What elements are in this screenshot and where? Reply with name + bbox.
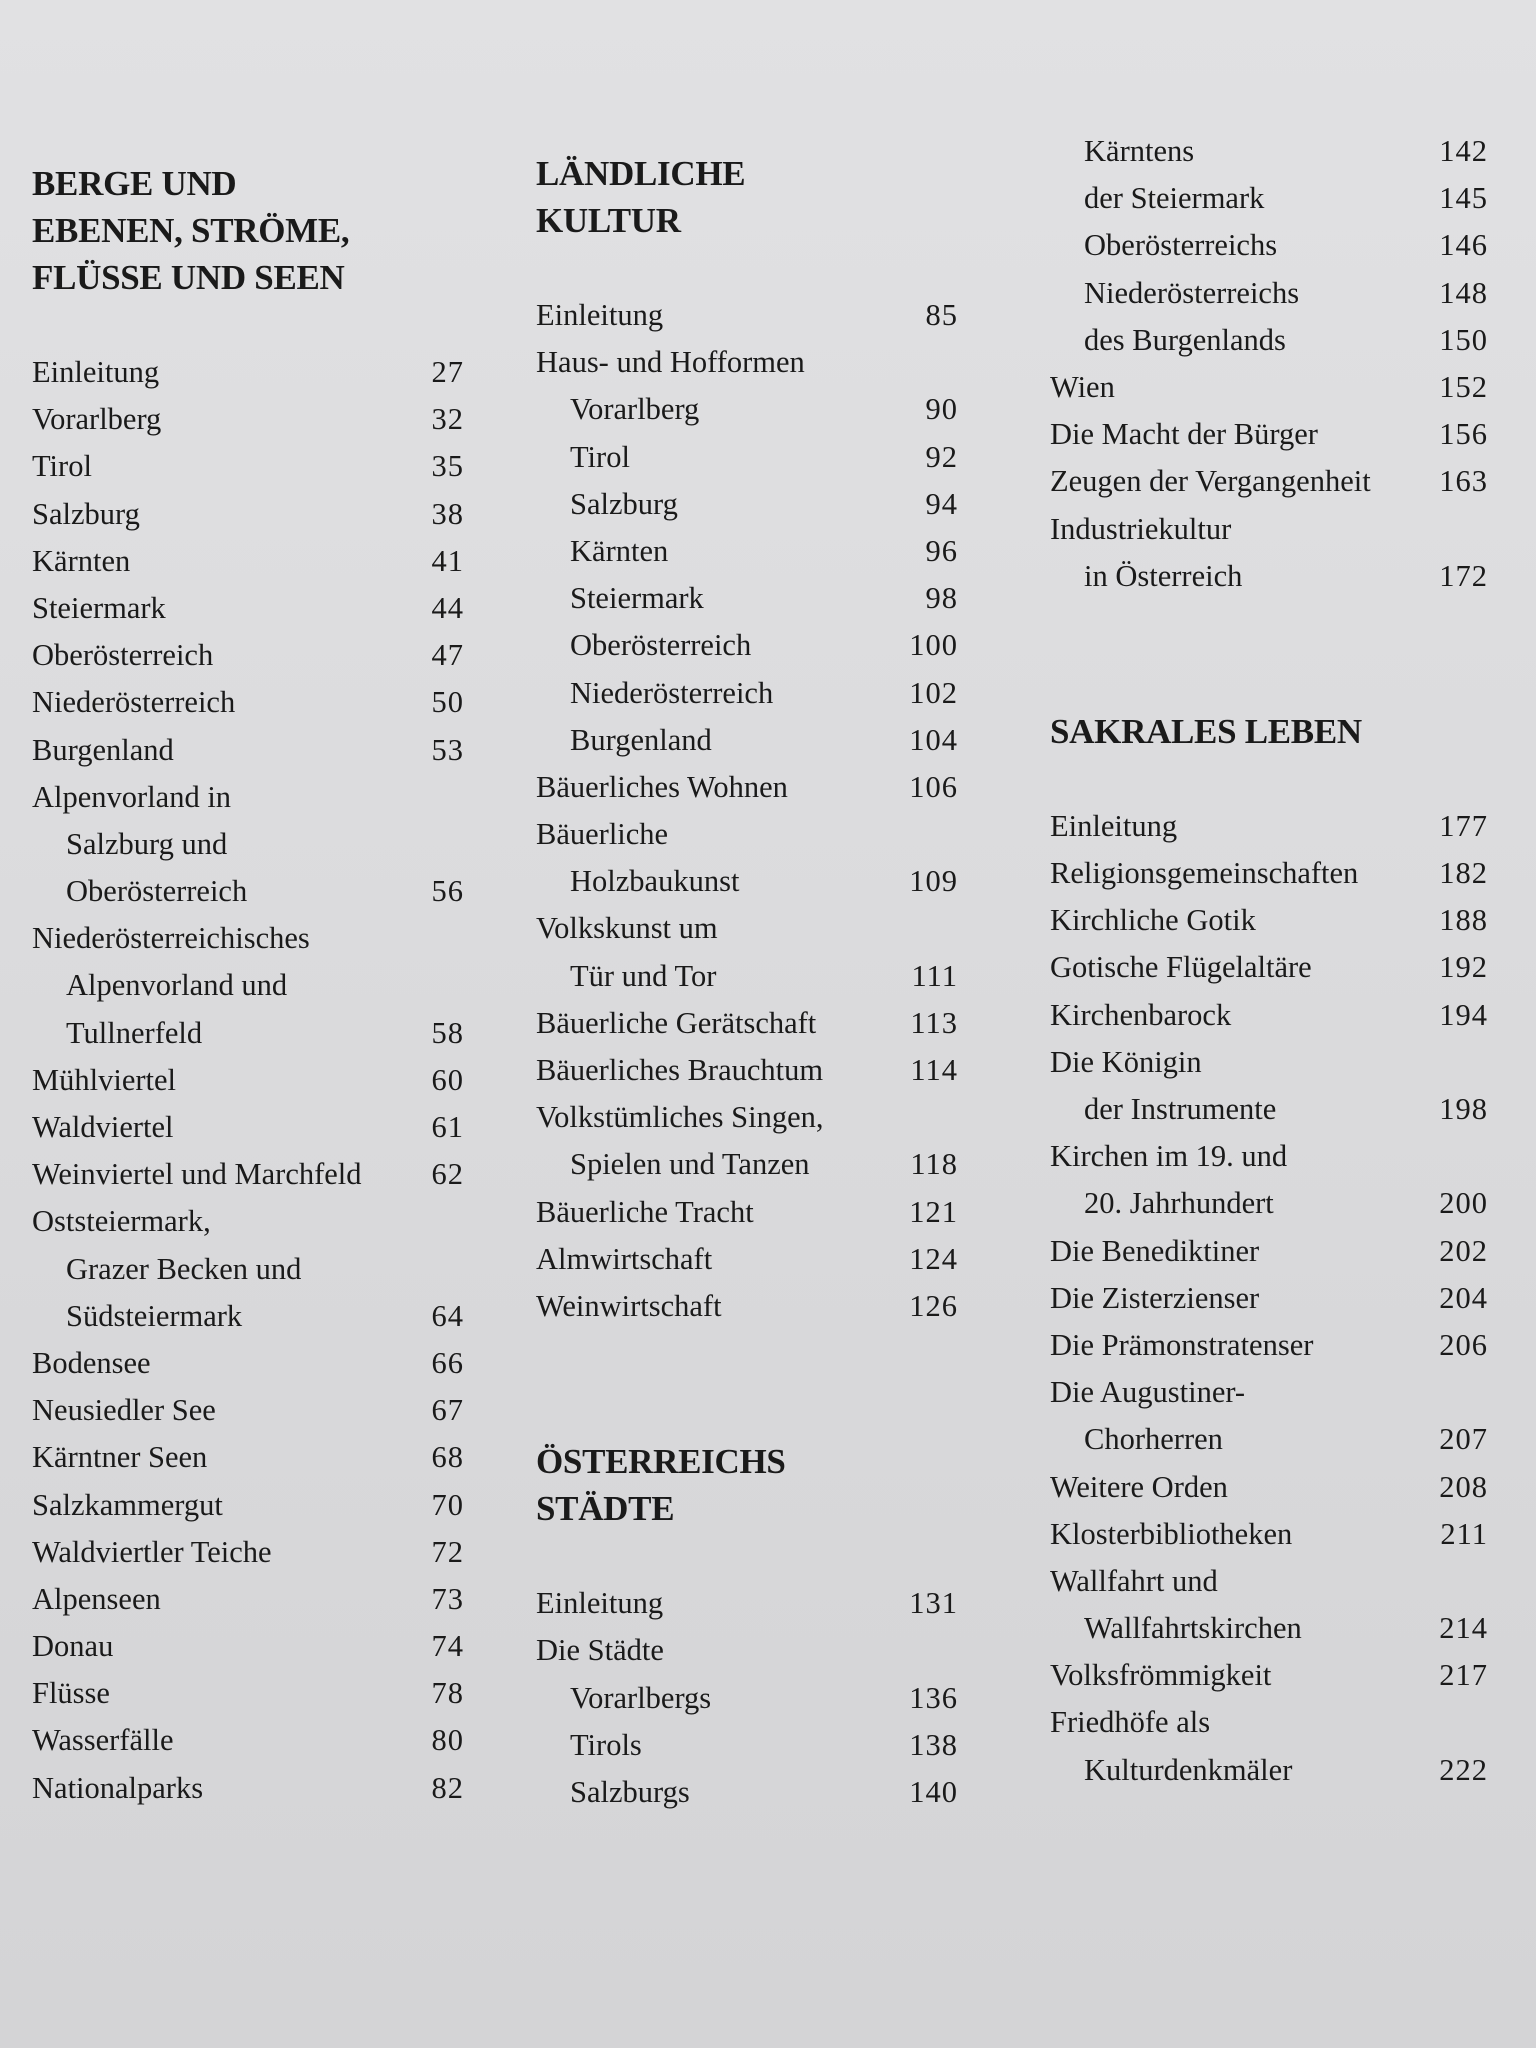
toc-entry-page-number: 217 xyxy=(1439,1658,1488,1693)
toc-entry-list xyxy=(536,292,976,1330)
toc-entry[interactable] xyxy=(32,1482,464,1529)
toc-entry[interactable] xyxy=(32,396,464,443)
toc-entry-label: Niederösterreichisches xyxy=(32,921,310,956)
toc-entry[interactable] xyxy=(536,339,976,386)
toc-entry-label: Die Königin xyxy=(1050,1044,1202,1079)
toc-entry-label: Bäuerliche xyxy=(536,817,669,852)
toc-entry-label: Kärnten xyxy=(32,543,131,578)
toc-column-3 xyxy=(1050,128,1490,1794)
toc-entry-label: Einleitung xyxy=(1050,808,1178,843)
toc-entry-label: Industriekultur xyxy=(1050,511,1232,546)
toc-entry-label: Tirol xyxy=(32,449,92,484)
toc-entry-label: Einleitung xyxy=(536,1586,664,1621)
toc-entry-page-number: 211 xyxy=(1440,1516,1488,1551)
toc-entry-label: Salzburg xyxy=(570,486,678,521)
toc-entry-page-number: 208 xyxy=(1439,1469,1488,1504)
toc-entry-label: Grazer Becken und xyxy=(66,1251,302,1286)
toc-entry-label: Oberösterreich xyxy=(32,638,214,673)
toc-entry[interactable] xyxy=(1050,128,1490,175)
toc-entry-label: Bäuerliches Wohnen xyxy=(536,769,788,804)
toc-entry[interactable] xyxy=(32,1623,464,1670)
toc-entry[interactable] xyxy=(32,821,464,868)
toc-entry[interactable] xyxy=(1050,1699,1490,1746)
toc-entry[interactable] xyxy=(1050,1464,1490,1511)
toc-entry-label: Kärntens xyxy=(1084,134,1195,168)
toc-entry-label: Burgenland xyxy=(570,722,712,757)
toc-entry[interactable] xyxy=(536,292,976,339)
toc-entry-page-number: 74 xyxy=(431,1629,464,1664)
toc-entry[interactable] xyxy=(536,764,976,811)
toc-entry-label: Steiermark xyxy=(570,581,704,616)
toc-entry-label: Salzburgs xyxy=(570,1774,690,1809)
toc-entry-label: Gotische Flügelaltäre xyxy=(1050,950,1312,985)
toc-entry-label: Oberösterreich xyxy=(66,874,248,909)
toc-entry-page-number: 204 xyxy=(1439,1280,1488,1315)
toc-entry-page-number: 222 xyxy=(1439,1752,1488,1787)
toc-entry[interactable] xyxy=(1050,850,1490,897)
toc-entry-list xyxy=(1050,128,1490,600)
toc-entry-label: Salzburg und xyxy=(66,826,228,861)
toc-entry-label: Wasserfälle xyxy=(32,1723,174,1758)
toc-entry-label: Einleitung xyxy=(32,355,160,389)
toc-entry[interactable] xyxy=(536,1236,976,1283)
toc-entry[interactable] xyxy=(1050,1558,1490,1605)
toc-entry[interactable] xyxy=(1050,458,1490,505)
toc-entry-list xyxy=(32,349,464,1812)
toc-entry-label: Volksfrömmigkeit xyxy=(1050,1658,1272,1693)
toc-entry-label: Die Macht der Bürger xyxy=(1050,417,1318,452)
toc-entry-list xyxy=(1050,803,1490,1794)
toc-entry-label: Vorarlbergs xyxy=(570,1680,712,1715)
toc-entry[interactable] xyxy=(1050,897,1490,944)
toc-entry[interactable] xyxy=(1050,1605,1490,1652)
toc-entry-page-number: 104 xyxy=(909,722,958,757)
toc-entry-page-number: 41 xyxy=(431,543,464,578)
toc-entry[interactable] xyxy=(32,585,464,632)
toc-entry-page-number: 152 xyxy=(1439,369,1488,404)
toc-entry[interactable] xyxy=(32,443,464,490)
toc-entry[interactable] xyxy=(536,1675,976,1722)
toc-entry[interactable] xyxy=(32,774,464,821)
toc-entry-label: Kärntner Seen xyxy=(32,1440,208,1475)
toc-entry-page-number: 72 xyxy=(431,1534,464,1569)
toc-entry-label: Kirchliche Gotik xyxy=(1050,903,1256,938)
toc-entry-label: Mühlviertel xyxy=(32,1062,176,1097)
toc-entry-label: Waldviertel xyxy=(32,1110,174,1144)
toc-entry-label: der Steiermark xyxy=(1084,181,1265,216)
toc-entry[interactable] xyxy=(1050,317,1490,364)
toc-entry[interactable] xyxy=(1050,1228,1490,1275)
toc-entry-label: Holzbaukunst xyxy=(570,864,740,899)
toc-entry-label: Neusiedler See xyxy=(32,1393,216,1428)
toc-entry[interactable] xyxy=(1050,1133,1490,1180)
toc-entry[interactable] xyxy=(32,538,464,585)
toc-entry-label: Die Prämonstratenser xyxy=(1050,1327,1314,1362)
toc-entry-label: Tür und Tor xyxy=(570,958,717,993)
toc-entry-label: Bäuerliche Tracht xyxy=(536,1194,754,1229)
toc-entry-page-number: 126 xyxy=(909,1288,958,1323)
section-title xyxy=(536,150,976,244)
toc-entry-label: Klosterbibliotheken xyxy=(1050,1516,1293,1551)
toc-entry-page-number: 202 xyxy=(1439,1233,1488,1268)
toc-entry-page-number: 62 xyxy=(431,1157,464,1192)
toc-entry-page-number: 68 xyxy=(431,1440,464,1475)
toc-entry-page-number: 100 xyxy=(909,628,958,663)
toc-entry[interactable] xyxy=(32,1576,464,1623)
toc-entry-label: Nationalparks xyxy=(32,1770,204,1805)
toc-entry[interactable] xyxy=(32,1198,464,1245)
toc-entry-label: Tullnerfeld xyxy=(66,1015,203,1050)
section-title xyxy=(32,160,464,301)
toc-entry[interactable] xyxy=(536,1627,976,1674)
toc-entry-page-number: 106 xyxy=(909,769,958,804)
toc-entry-page-number: 27 xyxy=(431,355,464,389)
toc-entry[interactable] xyxy=(1050,1322,1490,1369)
toc-entry-page-number: 94 xyxy=(925,486,958,521)
toc-entry-page-number: 90 xyxy=(925,392,958,427)
toc-entry[interactable] xyxy=(1050,992,1490,1039)
toc-entry-label: Bäuerliche Gerätschaft xyxy=(536,1005,817,1040)
toc-entry[interactable] xyxy=(536,1094,976,1141)
toc-entry-page-number: 56 xyxy=(431,874,464,909)
toc-entry[interactable] xyxy=(32,1717,464,1764)
toc-entry-page-number: 206 xyxy=(1439,1327,1488,1362)
toc-entry-label: 20. Jahrhundert xyxy=(1084,1186,1274,1221)
toc-entry[interactable] xyxy=(536,953,976,1000)
title-gap xyxy=(32,301,464,349)
section-title-line: FLÜSSE UND SEEN xyxy=(32,258,345,297)
toc-entry[interactable] xyxy=(32,679,464,726)
section-title-line: ÖSTERREICHS xyxy=(536,1442,786,1482)
toc-entry-label: der Instrumente xyxy=(1084,1092,1277,1126)
toc-entry-page-number: 163 xyxy=(1439,464,1488,499)
toc-entry-page-number: 207 xyxy=(1439,1422,1488,1457)
toc-column-1 xyxy=(32,160,464,1812)
toc-entry-page-number: 121 xyxy=(909,1194,958,1229)
toc-entry-page-number: 177 xyxy=(1439,808,1488,843)
section-title-line: LÄNDLICHE xyxy=(536,154,746,193)
toc-entry-page-number: 136 xyxy=(909,1680,958,1715)
toc-entry-label: Wallfahrt und xyxy=(1050,1563,1218,1598)
toc-entry[interactable] xyxy=(32,1293,464,1340)
toc-entry-label: des Burgenlands xyxy=(1084,322,1286,357)
toc-entry[interactable] xyxy=(32,1340,464,1387)
toc-entry[interactable] xyxy=(1050,506,1490,553)
toc-entry[interactable] xyxy=(32,1434,464,1481)
section-title-line: SAKRALES LEBEN xyxy=(1050,711,1362,751)
toc-entry-page-number: 92 xyxy=(925,439,958,474)
toc-entry-page-number: 200 xyxy=(1439,1186,1488,1221)
toc-entry-label: Almwirtschaft xyxy=(536,1241,713,1276)
toc-entry-label: Bodensee xyxy=(32,1345,151,1380)
toc-entry-label: Die Zisterzienser xyxy=(1050,1280,1260,1315)
toc-entry[interactable] xyxy=(536,811,976,858)
toc-entry[interactable] xyxy=(32,1529,464,1576)
toc-entry-page-number: 98 xyxy=(925,581,958,616)
toc-entry-label: Bäuerliches Brauchtum xyxy=(536,1053,824,1087)
toc-entry[interactable] xyxy=(536,1722,976,1769)
toc-entry[interactable] xyxy=(1050,175,1490,222)
toc-entry[interactable] xyxy=(536,434,976,481)
toc-entry-page-number: 85 xyxy=(925,298,958,332)
toc-entry-page-number: 194 xyxy=(1439,997,1488,1032)
title-gap xyxy=(1050,755,1490,803)
toc-entry[interactable] xyxy=(536,481,976,528)
toc-entry-page-number: 113 xyxy=(910,1005,958,1040)
toc-entry-label: Kirchen im 19. und xyxy=(1050,1139,1288,1174)
toc-entry-label: Die Augustiner- xyxy=(1050,1375,1246,1410)
toc-entry-label: Waldviertler Teiche xyxy=(32,1534,272,1569)
toc-entry-page-number: 58 xyxy=(431,1015,464,1050)
toc-entry[interactable] xyxy=(32,491,464,538)
toc-entry-page-number: 53 xyxy=(431,732,464,767)
toc-entry[interactable] xyxy=(536,670,976,717)
toc-entry[interactable] xyxy=(32,1057,464,1104)
toc-entry-page-number: 182 xyxy=(1439,856,1488,891)
toc-entry-label: Vorarlberg xyxy=(32,402,162,437)
toc-entry-page-number: 172 xyxy=(1439,558,1488,593)
section-title-line: KULTUR xyxy=(536,201,681,240)
toc-entry-page-number: 38 xyxy=(431,496,464,531)
toc-entry-label: Wallfahrtskirchen xyxy=(1084,1611,1302,1646)
toc-entry-page-number: 142 xyxy=(1439,134,1488,168)
toc-entry-page-number: 32 xyxy=(431,402,464,437)
title-gap xyxy=(536,244,976,292)
toc-entry-page-number: 145 xyxy=(1439,181,1488,216)
toc-entry-page-number: 78 xyxy=(431,1676,464,1711)
toc-entry-label: in Österreich xyxy=(1084,558,1243,593)
toc-entry-label: Flüsse xyxy=(32,1676,110,1711)
toc-entry-page-number: 60 xyxy=(431,1062,464,1097)
toc-entry-page-number: 140 xyxy=(909,1774,958,1809)
toc-entry[interactable] xyxy=(32,1670,464,1717)
toc-entry-page-number: 64 xyxy=(431,1298,464,1333)
toc-entry-page-number: 111 xyxy=(911,958,958,993)
toc-entry-page-number: 188 xyxy=(1439,903,1488,938)
toc-entry-label: Tirols xyxy=(570,1727,642,1762)
toc-entry-page-number: 192 xyxy=(1439,950,1488,985)
toc-entry-label: Niederösterreichs xyxy=(1084,275,1300,310)
toc-entry[interactable] xyxy=(32,1010,464,1057)
toc-entry-page-number: 102 xyxy=(909,675,958,710)
toc-entry[interactable] xyxy=(1050,364,1490,411)
toc-entry-page-number: 138 xyxy=(909,1727,958,1762)
toc-entry-label: Niederösterreich xyxy=(32,685,236,720)
toc-entry-label: Zeugen der Vergangenheit xyxy=(1050,464,1371,499)
toc-entry-page-number: 70 xyxy=(431,1487,464,1522)
toc-entry[interactable] xyxy=(1050,1652,1490,1699)
toc-entry[interactable] xyxy=(536,622,976,669)
toc-entry-label: Die Städte xyxy=(536,1633,664,1668)
toc-entry[interactable] xyxy=(32,727,464,774)
toc-entry-label: Wien xyxy=(1050,369,1115,404)
toc-entry[interactable] xyxy=(32,349,464,396)
toc-entry-label: Burgenland xyxy=(32,732,174,767)
toc-entry-label: Alpenvorland in xyxy=(32,779,232,814)
toc-entry-label: Weitere Orden xyxy=(1050,1469,1228,1504)
toc-entry[interactable] xyxy=(536,717,976,764)
toc-entry-label: Donau xyxy=(32,1629,114,1664)
toc-entry-page-number: 44 xyxy=(431,590,464,625)
toc-entry[interactable] xyxy=(536,1283,976,1330)
toc-entry-label: Volkstümliches Singen, xyxy=(536,1100,824,1135)
toc-entry[interactable] xyxy=(32,632,464,679)
section-title-line: BERGE UND xyxy=(32,164,237,203)
toc-entry-label: Steiermark xyxy=(32,590,166,625)
toc-entry-page-number: 146 xyxy=(1439,228,1488,263)
toc-entry-label: Die Benediktiner xyxy=(1050,1233,1260,1268)
toc-entry-page-number: 80 xyxy=(431,1723,464,1758)
toc-entry-page-number: 47 xyxy=(431,638,464,673)
section-title xyxy=(536,1438,976,1532)
toc-entry[interactable] xyxy=(536,1189,976,1236)
toc-entry[interactable] xyxy=(1050,270,1490,317)
toc-entry[interactable] xyxy=(32,915,464,962)
toc-entry-label: Niederösterreich xyxy=(570,675,774,710)
toc-entry[interactable] xyxy=(32,1104,464,1151)
toc-entry[interactable] xyxy=(1050,222,1490,269)
toc-entry-page-number: 214 xyxy=(1439,1611,1488,1646)
toc-entry-page-number: 66 xyxy=(431,1345,464,1380)
toc-entry[interactable] xyxy=(1050,944,1490,991)
toc-entry-label: Tirol xyxy=(570,439,630,474)
toc-entry-page-number: 118 xyxy=(910,1147,958,1182)
toc-entry[interactable] xyxy=(32,962,464,1009)
toc-entry-label: Kulturdenkmäler xyxy=(1084,1752,1293,1787)
toc-entry-label: Weinviertel und Marchfeld xyxy=(32,1157,362,1192)
toc-entry[interactable] xyxy=(536,386,976,433)
toc-entry[interactable] xyxy=(536,1141,976,1188)
toc-entry-label: Alpenseen xyxy=(32,1581,161,1616)
toc-entry[interactable] xyxy=(536,1769,976,1816)
toc-entry-page-number: 131 xyxy=(909,1586,958,1621)
toc-entry[interactable] xyxy=(536,528,976,575)
toc-entry[interactable] xyxy=(32,1387,464,1434)
toc-entry[interactable] xyxy=(1050,1275,1490,1322)
toc-entry-label: Oberösterreichs xyxy=(1084,228,1278,263)
toc-entry-page-number: 82 xyxy=(431,1770,464,1805)
toc-entry[interactable] xyxy=(1050,553,1490,600)
toc-entry[interactable] xyxy=(536,1047,976,1094)
toc-entry-label: Chorherren xyxy=(1084,1422,1223,1457)
toc-entry-label: Oberösterreich xyxy=(570,628,752,663)
toc-entry-label: Oststeiermark, xyxy=(32,1204,211,1239)
toc-entry-label: Vorarlberg xyxy=(570,392,700,427)
toc-entry-page-number: 114 xyxy=(910,1053,958,1087)
section-title xyxy=(1050,708,1490,755)
toc-entry[interactable] xyxy=(1050,1086,1490,1133)
toc-entry[interactable] xyxy=(1050,1747,1490,1794)
toc-entry-page-number: 124 xyxy=(909,1241,958,1276)
toc-entry[interactable] xyxy=(536,1580,976,1627)
toc-entry-label: Kirchenbarock xyxy=(1050,997,1232,1032)
toc-entry-label: Kärnten xyxy=(570,533,669,568)
toc-entry[interactable] xyxy=(32,1246,464,1293)
title-gap xyxy=(536,1532,976,1580)
toc-entry-label: Salzkammergut xyxy=(32,1487,223,1522)
toc-entry-label: Weinwirtschaft xyxy=(536,1288,722,1323)
section-title-line: EBENEN, STRÖME, xyxy=(32,211,350,250)
toc-entry[interactable] xyxy=(32,1765,464,1812)
section-gap xyxy=(536,1330,976,1438)
toc-entry[interactable] xyxy=(32,868,464,915)
toc-entry-label: Einleitung xyxy=(536,298,664,332)
toc-entry-page-number: 156 xyxy=(1439,417,1488,452)
toc-entry-page-number: 109 xyxy=(909,864,958,899)
toc-entry-page-number: 198 xyxy=(1439,1092,1488,1126)
toc-entry-page-number: 96 xyxy=(925,533,958,568)
toc-entry[interactable] xyxy=(1050,411,1490,458)
toc-entry-label: Haus- und Hofformen xyxy=(536,345,805,380)
toc-entry-page-number: 73 xyxy=(431,1581,464,1616)
toc-entry[interactable] xyxy=(536,575,976,622)
toc-entry[interactable] xyxy=(1050,803,1490,850)
toc-entry[interactable] xyxy=(536,858,976,905)
toc-entry-label: Salzburg xyxy=(32,496,140,531)
toc-entry-list xyxy=(536,1580,976,1816)
toc-entry-page-number: 50 xyxy=(431,685,464,720)
toc-entry-label: Religionsgemeinschaften xyxy=(1050,856,1359,891)
toc-entry-page-number: 148 xyxy=(1439,275,1488,310)
toc-entry[interactable] xyxy=(1050,1039,1490,1086)
toc-entry[interactable] xyxy=(536,1000,976,1047)
section-title-line: STÄDTE xyxy=(536,1489,675,1529)
toc-entry-label: Südsteiermark xyxy=(66,1298,243,1333)
toc-entry-page-number: 35 xyxy=(431,449,464,484)
toc-entry[interactable] xyxy=(1050,1180,1490,1227)
toc-entry[interactable] xyxy=(1050,1511,1490,1558)
toc-entry-label: Friedhöfe als xyxy=(1050,1705,1211,1740)
toc-entry[interactable] xyxy=(536,905,976,952)
toc-entry-label: Alpenvorland und xyxy=(66,968,288,1003)
toc-entry-label: Spielen und Tanzen xyxy=(570,1147,810,1182)
toc-entry-page-number: 150 xyxy=(1439,322,1488,357)
toc-entry-page-number: 61 xyxy=(431,1110,464,1144)
toc-entry-page-number: 67 xyxy=(431,1393,464,1428)
toc-column-2 xyxy=(536,150,976,1816)
toc-entry-label: Volkskunst um xyxy=(536,911,718,946)
toc-entry[interactable] xyxy=(32,1151,464,1198)
toc-entry[interactable] xyxy=(1050,1369,1490,1416)
section-gap xyxy=(1050,600,1490,708)
toc-entry[interactable] xyxy=(1050,1416,1490,1463)
